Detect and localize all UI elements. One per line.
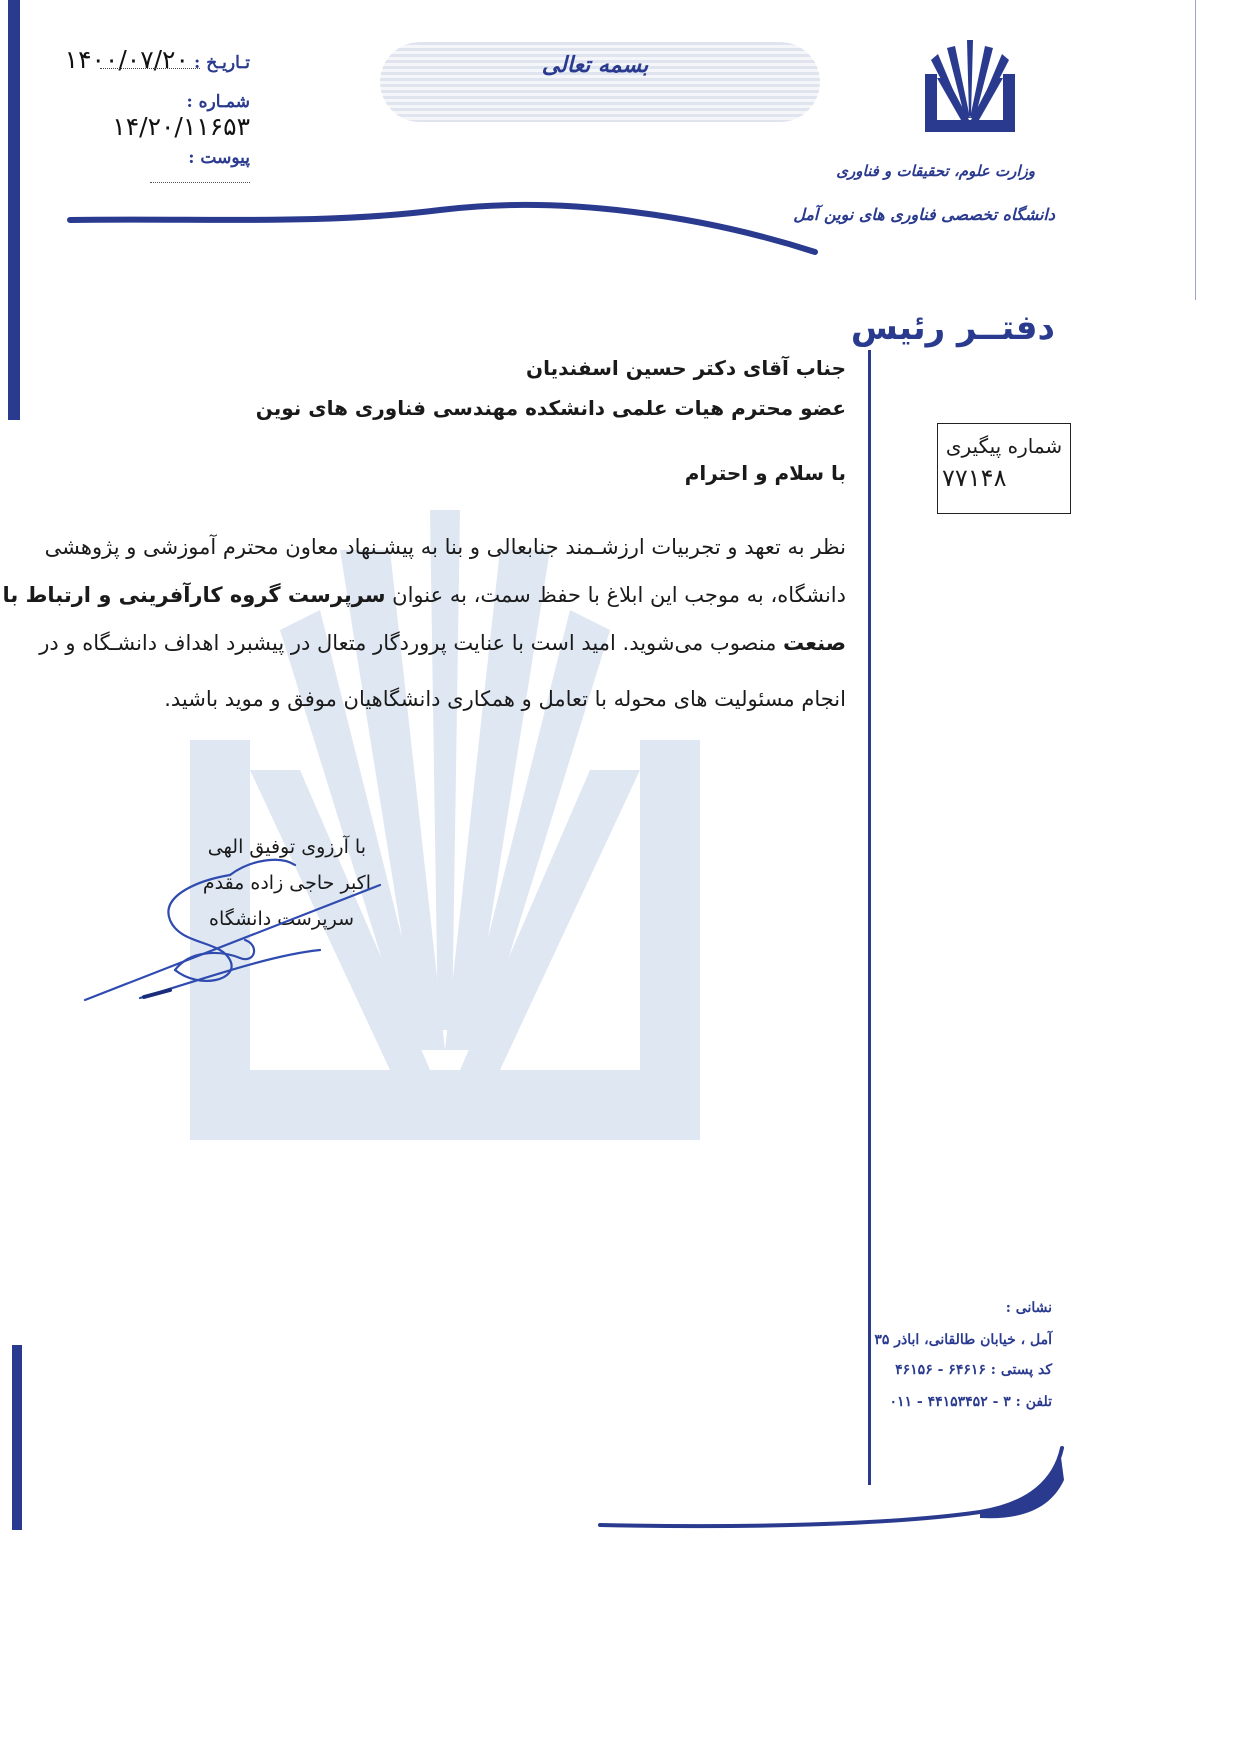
attachment-label: پیوست :	[188, 148, 250, 168]
number-field	[60, 92, 250, 141]
date-value: ۱۴۰۰/۰۷/۲۰	[64, 45, 189, 74]
postal-code: کد پستی : ۶۴۶۱۶ - ۴۶۱۵۶	[895, 1362, 1052, 1378]
tracking-label: شماره پیگیری	[945, 434, 1063, 458]
attachment-field	[95, 148, 250, 172]
closing-text: با آرزوی توفیق الهی	[207, 836, 366, 858]
letter-line-2	[2, 583, 846, 607]
signatory-name: اکبر حاجی زاده مقدم	[202, 872, 371, 894]
university-logo-icon	[925, 40, 1015, 132]
letter-line-3	[39, 631, 846, 655]
tracking-box	[937, 423, 1071, 514]
greeting: با سلام و احترام	[684, 461, 846, 485]
date-label: تـاریـخ :	[194, 53, 250, 73]
recipient-title: عضو محترم هیات علمی دانشکده مهندسی فناوری های نوین	[255, 396, 846, 420]
office-title: دفتــر رئیس	[850, 308, 1055, 348]
address-label: نشانی :	[1005, 1300, 1052, 1316]
appointment-role-part2: صنعت	[783, 631, 846, 655]
handwritten-signature	[80, 840, 400, 1010]
right-vertical-rule	[868, 350, 871, 1485]
number-value: ۱۴/۲۰/۱۱۶۵۳	[112, 112, 250, 141]
number-label: شمـاره :	[186, 92, 250, 112]
left-border-bottom	[12, 1345, 22, 1530]
letter-line-3b: منصوب می‌شوید. امید است با عنایت پروردگار متعال در پیشبرد اهداف دانشـگاه و در	[39, 631, 777, 655]
appointment-role-part1: سرپرست گروه کارآفرینی و ارتباط با	[2, 583, 386, 607]
ministry-name: وزارت علوم، تحقیقات و فناوری	[836, 162, 1035, 180]
top-right-edge-line	[1195, 0, 1196, 300]
phone-number: تلفن : ۳ - ۴۴۱۵۳۴۵۲ - ۰۱۱	[889, 1394, 1052, 1410]
letter-line-1: نظر به تعهد و تجربیات ارزشـمند جنابعالی و بنا به پیشـنهاد معاون محترم آموزشی و پژوهشی	[44, 535, 846, 559]
basmala: بسمه تعالی	[541, 52, 649, 78]
letter-line-2a: دانشگاه، به موجب این ابلاغ با حفظ سمت، به عنوان	[392, 583, 846, 607]
recipient-name: جناب آقای دکتر حسین اسفندیان	[526, 356, 846, 380]
attachment-dots	[150, 182, 250, 183]
left-border-top	[8, 0, 20, 420]
letter-line-4: انجام مسئولیت های محوله با تعامل و همکاری دانشگاهیان موفق و موید باشید.	[164, 687, 846, 711]
address-text: آمل ، خیابان طالقانی، اباذر ۳۵	[874, 1332, 1052, 1348]
date-field	[60, 45, 250, 75]
header-swoosh	[60, 190, 820, 270]
tracking-number: ۷۷۱۴۸	[942, 464, 1007, 492]
footer-swoosh	[590, 1440, 1070, 1540]
university-name: دانشگاه تخصصی فناوری های نوین آمل	[793, 205, 1055, 224]
date-underline	[100, 68, 200, 69]
signatory-position: سرپرست دانشگاه	[208, 908, 354, 930]
